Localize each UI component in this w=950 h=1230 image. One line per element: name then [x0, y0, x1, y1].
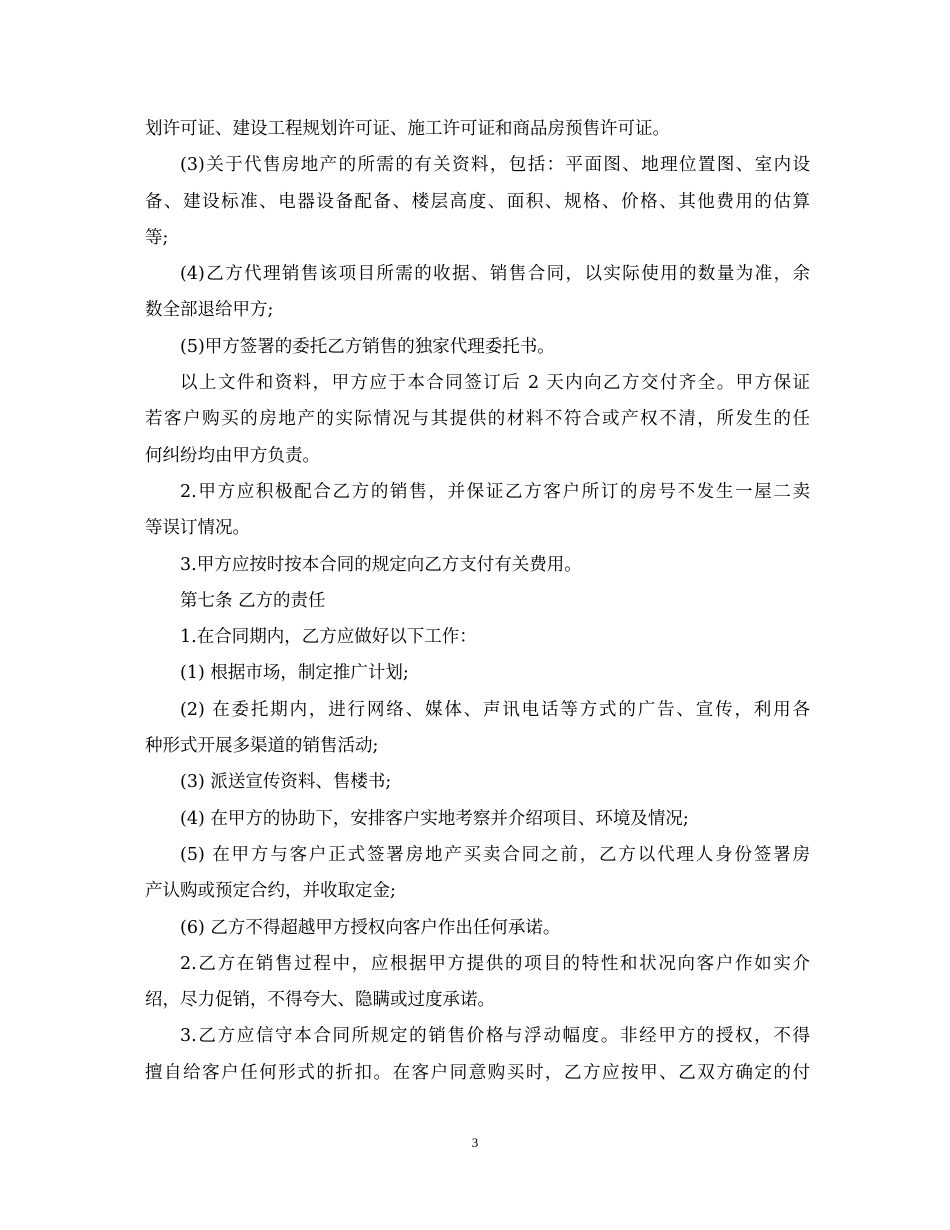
- text-line: 等;: [145, 227, 169, 248]
- text-line: 若客户购买的房地产的实际情况与其提供的材料不符合或产权不清，所发生的任: [145, 409, 810, 430]
- text-line: (3)关于代售房地产的所需的有关资料，包括：平面图、地理位置图、室内设: [180, 155, 810, 176]
- text-line: (2) 在委托期内，进行网络、媒体、声讯电话等方式的广告、宣传，利用各: [180, 699, 810, 720]
- text-line: 何纠纷均由甲方负责。: [145, 445, 320, 466]
- text-line: 种形式开展多渠道的销售活动;: [145, 736, 379, 757]
- text-line: 第七条 乙方的责任: [180, 590, 326, 611]
- text-line: (6) 乙方不得超越甲方授权向客户作出任何承诺。: [180, 917, 561, 938]
- text-line: (4) 在甲方的协助下，安排客户实地考察并介绍项目、环境及情况;: [180, 808, 689, 829]
- text-line: 2.乙方在销售过程中，应根据甲方提供的项目的特性和状况向客户作如实介: [180, 953, 810, 974]
- text-line: 1.在合同期内，乙方应做好以下工作：: [180, 627, 477, 648]
- text-line: 3.乙方应信守本合同所规定的销售价格与浮动幅度。非经甲方的授权，不得: [180, 1026, 810, 1047]
- text-line: 备、建设标准、电器设备配备、楼层高度、面积、规格、价格、其他费用的估算: [145, 191, 810, 212]
- text-line: 产认购或预定合约，并收取定金;: [145, 881, 396, 902]
- text-line: 划许可证、建设工程规划许可证、施工许可证和商品房预售许可证。: [145, 119, 670, 139]
- text-line: 等误订情况。: [145, 518, 250, 539]
- text-line: (3) 派送宣传资料、售楼书;: [180, 772, 392, 793]
- text-line: 擅自给客户任何形式的折扣。在客户同意购买时，乙方应按甲、乙双方确定的付: [145, 1062, 810, 1083]
- text-line: 3.甲方应按时按本合同的规定向乙方支付有关费用。: [180, 554, 582, 575]
- text-line: (5)甲方签署的委托乙方销售的独家代理委托书。: [180, 336, 555, 357]
- page-number: 3: [471, 1135, 479, 1150]
- text-line: 以上文件和资料，甲方应于本合同签订后 2 天内向乙方交付齐全。甲方保证: [180, 373, 810, 394]
- text-line: 绍，尽力促销，不得夸大、隐瞒或过度承诺。: [145, 990, 495, 1011]
- text-line: (5) 在甲方与客户正式签署房地产买卖合同之前，乙方以代理人身份签署房: [180, 844, 810, 865]
- text-line: 数全部退给甲方;: [145, 300, 274, 321]
- text-line: (1) 根据市场，制定推广计划;: [180, 663, 409, 684]
- document-body: [145, 111, 810, 1091]
- text-line: (4)乙方代理销售该项目所需的收据、销售合同，以实际使用的数量为准，余: [180, 264, 810, 285]
- text-line: 2.甲方应积极配合乙方的销售，并保证乙方客户所订的房号不发生一屋二卖: [180, 481, 810, 502]
